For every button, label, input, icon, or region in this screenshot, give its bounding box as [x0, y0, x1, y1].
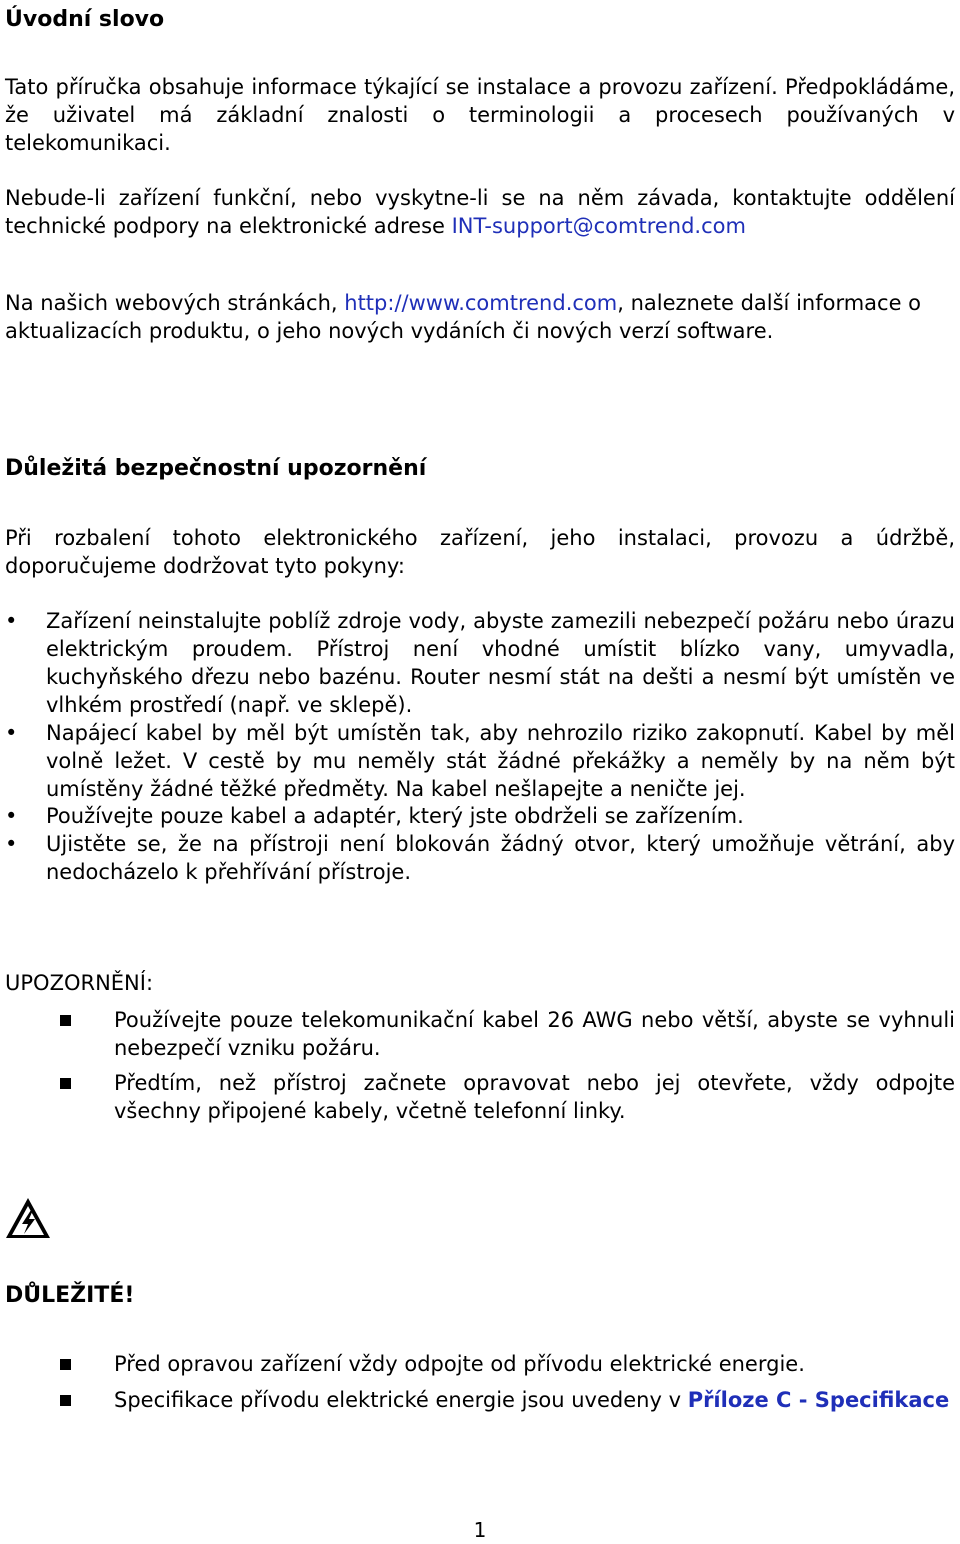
list-item	[5, 830, 955, 886]
heading-important: DŮLEŽITÉ!	[5, 1283, 135, 1308]
heading-caution: UPOZORNĚNÍ:	[5, 971, 154, 995]
square-bullet-icon	[60, 1015, 71, 1026]
intro-paragraph-2	[5, 184, 955, 240]
appendix-c-link[interactable]: Příloze C - Specifikace	[687, 1388, 950, 1412]
intro-paragraph-2-text: Nebude-li zařízení funkční, nebo vyskytne-li se na něm závada, kontaktujte oddělení technické podpory na elektronické adrese	[5, 186, 955, 238]
safety-item-text: Zařízení neinstalujte poblíž zdroje vody, abyste zamezili nebezpečí požáru nebo úrazu elektrickým proudem. Přístroj není vhodné umístit blízko vany, umyvadla, kuchyňského dřezu nebo bazénu. Router nesmí stát na dešti a nesmí být umístěn ve vlhkém prostředí (např. ve sklepě).	[46, 609, 955, 717]
list-item	[5, 607, 955, 719]
important-item-text	[114, 1386, 955, 1414]
website-link[interactable]: http://www.comtrend.com	[344, 291, 618, 315]
bullet-icon: •	[5, 721, 18, 745]
intro-paragraph-3-post: , naleznete další informace o aktualizacích produktu, o jeho nových vydáních či nových verzí software.	[5, 291, 922, 343]
heading-safety: Důležitá bezpečnostní upozornění	[5, 456, 427, 481]
safety-item-text: Používejte pouze kabel a adaptér, který jste obdrželi se zařízením.	[46, 804, 744, 828]
intro-paragraph-1: Tato příručka obsahuje informace týkající se instalace a provozu zařízení. Předpokládáme, že uživatel má základní znalosti o terminologii a procesech používaných v telekomunikaci.	[5, 75, 955, 155]
intro-paragraph-3	[5, 289, 955, 345]
list-item	[5, 802, 955, 830]
square-bullet-icon	[60, 1395, 71, 1406]
list-item	[5, 1006, 955, 1062]
caution-item-text: Používejte pouze telekomunikační kabel 26 AWG nebo větší, abyste se vyhnuli nebezpečí vzniku požáru.	[114, 1008, 955, 1060]
document-page	[5, 0, 955, 1540]
list-item	[5, 1386, 955, 1414]
list-item	[5, 1350, 955, 1378]
square-bullet-icon	[60, 1359, 71, 1370]
safety-item-text: Ujistěte se, že na přístroji není blokován žádný otvor, který umožňuje větrání, aby nedocházelo k přehřívání přístroje.	[46, 832, 955, 884]
list-item	[5, 719, 955, 803]
square-bullet-icon	[60, 1078, 71, 1089]
page-number: 1	[473, 1518, 487, 1542]
heading-intro: Úvodní slovo	[5, 7, 165, 32]
safety-item-text: Napájecí kabel by měl být umístěn tak, aby nehrozilo riziko zakopnutí. Kabel by měl volně ležet. V cestě by mu neměly stát žádné překážky a neměly by na něm být umístěny žádné těžké předměty. Na kabel nešlapejte a neničte jej.	[46, 721, 955, 801]
caution-item-text: Předtím, než přístroj začnete opravovat nebo jej otevřete, vždy odpojte všechny připojené kabely, včetně telefonní linky.	[114, 1071, 955, 1123]
important-item-2-pre: Specifikace přívodu elektrické energie jsou uvedeny v	[114, 1388, 688, 1412]
intro-paragraph-3-pre: Na našich webových stránkách,	[5, 291, 345, 315]
list-item	[5, 1069, 955, 1125]
important-item-text: Před opravou zařízení vždy odpojte od přívodu elektrické energie.	[114, 1352, 805, 1376]
safety-intro: Při rozbalení tohoto elektronického zařízení, jeho instalaci, provozu a údržbě, doporučujeme dodržovat tyto pokyny:	[5, 526, 955, 578]
bullet-icon: •	[5, 609, 18, 633]
support-email-link[interactable]: INT-support@comtrend.com	[451, 214, 746, 238]
bullet-icon: •	[5, 804, 18, 828]
bullet-icon: •	[5, 832, 18, 856]
electrical-hazard-warning-icon	[5, 1197, 51, 1239]
